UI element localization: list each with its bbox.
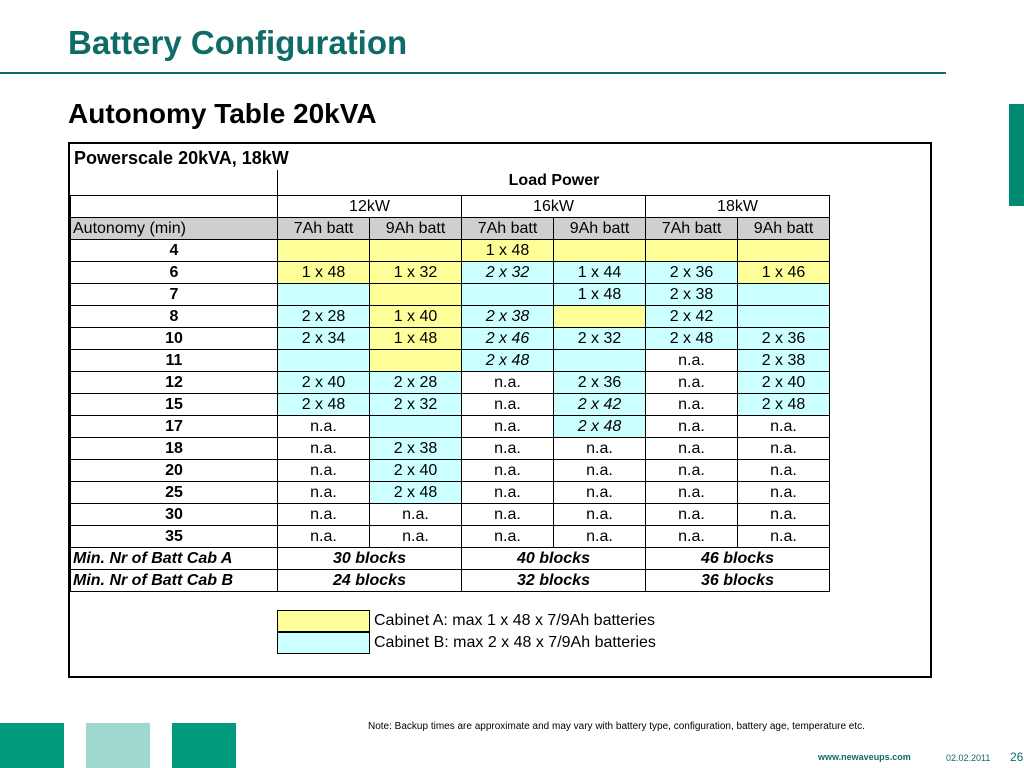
table-row	[71, 306, 830, 328]
table-cell: 2 x 34	[278, 328, 370, 350]
min-cab-a-value: 40 blocks	[462, 548, 646, 570]
min-cab-a-label: Min. Nr of Batt Cab A	[71, 548, 278, 570]
table-cell	[370, 240, 462, 262]
power-group-18kw: 18kW	[646, 196, 830, 218]
autonomy-minutes: 35	[71, 526, 278, 548]
autonomy-minutes: 15	[71, 394, 278, 416]
table-cell: n.a.	[278, 416, 370, 438]
side-accent-bar	[1009, 104, 1024, 206]
title-divider	[0, 72, 946, 74]
table-cell	[278, 240, 370, 262]
battery-header: 9Ah batt	[738, 218, 830, 240]
table-cell: n.a.	[646, 394, 738, 416]
table-cell	[646, 240, 738, 262]
table-cell: 2 x 38	[370, 438, 462, 460]
autonomy-minutes: 4	[71, 240, 278, 262]
table-cell: n.a.	[646, 416, 738, 438]
footer-accent-block	[86, 723, 150, 768]
table-cell: 1 x 32	[370, 262, 462, 284]
table-row	[71, 240, 830, 262]
table-cell	[738, 306, 830, 328]
table-cell	[738, 284, 830, 306]
table-cell: 2 x 38	[646, 284, 738, 306]
table-cell: 2 x 48	[278, 394, 370, 416]
min-cab-b-row	[71, 570, 830, 592]
table-cell: n.a.	[462, 482, 554, 504]
table-cell: 2 x 40	[278, 372, 370, 394]
table-row	[71, 504, 830, 526]
table-cell: n.a.	[646, 372, 738, 394]
min-cab-a-value: 30 blocks	[278, 548, 462, 570]
autonomy-minutes: 10	[71, 328, 278, 350]
battery-header: 7Ah batt	[646, 218, 738, 240]
table-row	[71, 460, 830, 482]
table-cell: n.a.	[462, 394, 554, 416]
table-cell: 2 x 32	[370, 394, 462, 416]
page-number: 26	[1010, 750, 1024, 764]
table-cell: n.a.	[462, 504, 554, 526]
table-cell: n.a.	[462, 438, 554, 460]
table-row	[71, 394, 830, 416]
table-cell: n.a.	[462, 460, 554, 482]
autonomy-minutes: 8	[71, 306, 278, 328]
table-cell: 2 x 36	[646, 262, 738, 284]
table-cell: n.a.	[646, 526, 738, 548]
table-cell	[554, 350, 646, 372]
slide-date: 02.02.2011	[946, 753, 991, 763]
table-cell: 2 x 46	[462, 328, 554, 350]
legend-cabinet-a: Cabinet A: max 1 x 48 x 7/9Ah batteries	[374, 612, 656, 629]
table-cell: 2 x 32	[554, 328, 646, 350]
battery-header: 7Ah batt	[462, 218, 554, 240]
table-cell: n.a.	[278, 526, 370, 548]
table-cell: n.a.	[554, 438, 646, 460]
table-cell: n.a.	[554, 504, 646, 526]
table-cell: n.a.	[278, 438, 370, 460]
table-cell: 1 x 40	[370, 306, 462, 328]
autonomy-minutes: 11	[71, 350, 278, 372]
table-cell: 2 x 42	[646, 306, 738, 328]
autonomy-minutes: 12	[71, 372, 278, 394]
autonomy-header: Autonomy (min)	[71, 218, 278, 240]
table-cell	[278, 284, 370, 306]
table-cell	[462, 284, 554, 306]
autonomy-minutes: 20	[71, 460, 278, 482]
table-cell: 2 x 28	[278, 306, 370, 328]
legend-swatch-cabinet-b	[277, 632, 370, 654]
table-cell: 2 x 48	[462, 350, 554, 372]
table-row	[71, 438, 830, 460]
table-cell: n.a.	[738, 482, 830, 504]
min-cab-b-value: 36 blocks	[646, 570, 830, 592]
table-row	[71, 372, 830, 394]
table-cell: 1 x 48	[370, 328, 462, 350]
table-cell: n.a.	[738, 526, 830, 548]
table-cell	[370, 284, 462, 306]
load-power-label: Load Power	[508, 172, 600, 189]
table-cell: n.a.	[462, 526, 554, 548]
min-cab-b-label: Min. Nr of Batt Cab B	[71, 570, 278, 592]
table-cell	[738, 240, 830, 262]
table-cell: 2 x 38	[462, 306, 554, 328]
autonomy-minutes: 30	[71, 504, 278, 526]
table-cell: n.a.	[554, 460, 646, 482]
autonomy-table	[70, 195, 830, 592]
table-cell	[370, 350, 462, 372]
table-cell: 2 x 32	[462, 262, 554, 284]
table-cell: 2 x 28	[370, 372, 462, 394]
table-cell: n.a.	[738, 416, 830, 438]
table-row	[71, 416, 830, 438]
power-group-12kw: 12kW	[278, 196, 462, 218]
table-cell: n.a.	[646, 350, 738, 372]
footnote: Note: Backup times are approximate and may vary with battery type, configuration, battery age, temperature etc.	[368, 721, 865, 732]
table-cell: n.a.	[646, 438, 738, 460]
table-cell: n.a.	[738, 438, 830, 460]
table-cell	[370, 416, 462, 438]
min-cab-a-value: 46 blocks	[646, 548, 830, 570]
table-row	[71, 328, 830, 350]
website-link[interactable]: www.newaveups.com	[818, 752, 911, 762]
autonomy-minutes: 18	[71, 438, 278, 460]
battery-header: 9Ah batt	[370, 218, 462, 240]
table-cell: 2 x 38	[738, 350, 830, 372]
table-cell: 2 x 48	[370, 482, 462, 504]
table-cell: 2 x 42	[554, 394, 646, 416]
min-cab-b-value: 24 blocks	[278, 570, 462, 592]
slide-title: Battery Configuration	[68, 24, 408, 61]
table-cell: n.a.	[278, 482, 370, 504]
table-row	[71, 262, 830, 284]
table-cell: n.a.	[554, 526, 646, 548]
footer-accent-block	[172, 723, 236, 768]
table-cell	[278, 350, 370, 372]
table-cell: 1 x 44	[554, 262, 646, 284]
table-cell: 2 x 40	[370, 460, 462, 482]
table-cell: n.a.	[278, 504, 370, 526]
table-cell: 1 x 46	[738, 262, 830, 284]
power-group-row	[71, 196, 830, 218]
table-row	[71, 482, 830, 504]
battery-header: 7Ah batt	[278, 218, 370, 240]
power-group-16kw: 16kW	[462, 196, 646, 218]
table-cell: n.a.	[738, 504, 830, 526]
autonomy-minutes: 7	[71, 284, 278, 306]
min-cab-b-value: 32 blocks	[462, 570, 646, 592]
table-cell: 1 x 48	[462, 240, 554, 262]
frame-title: Powerscale 20kVA, 18kW	[74, 148, 289, 168]
table-cell: n.a.	[370, 504, 462, 526]
table-cell: 1 x 48	[278, 262, 370, 284]
battery-header: 9Ah batt	[554, 218, 646, 240]
table-row	[71, 526, 830, 548]
table-cell: 2 x 48	[646, 328, 738, 350]
autonomy-minutes: 17	[71, 416, 278, 438]
battery-header-row	[71, 218, 830, 240]
table-row	[71, 350, 830, 372]
table-cell	[554, 306, 646, 328]
table-cell: n.a.	[370, 526, 462, 548]
table-cell: n.a.	[738, 460, 830, 482]
legend-swatch-cabinet-a	[277, 610, 370, 632]
table-cell: 2 x 36	[738, 328, 830, 350]
min-cab-a-row	[71, 548, 830, 570]
table-cell: n.a.	[462, 372, 554, 394]
table-cell: n.a.	[554, 482, 646, 504]
empty-corner-cell	[71, 196, 278, 218]
autonomy-minutes: 6	[71, 262, 278, 284]
table-row	[71, 284, 830, 306]
table-cell: 2 x 36	[554, 372, 646, 394]
table-cell: n.a.	[462, 416, 554, 438]
footer-accent-block	[0, 723, 64, 768]
slide-subtitle: Autonomy Table 20kVA	[68, 98, 377, 129]
table-cell: n.a.	[646, 482, 738, 504]
legend-cabinet-b: Cabinet B: max 2 x 48 x 7/9Ah batteries	[374, 634, 656, 651]
table-cell: 2 x 48	[738, 394, 830, 416]
table-cell	[554, 240, 646, 262]
table-cell: n.a.	[646, 504, 738, 526]
autonomy-minutes: 25	[71, 482, 278, 504]
table-cell: n.a.	[278, 460, 370, 482]
table-cell: n.a.	[646, 460, 738, 482]
table-cell: 2 x 48	[554, 416, 646, 438]
table-cell: 1 x 48	[554, 284, 646, 306]
table-cell: 2 x 40	[738, 372, 830, 394]
